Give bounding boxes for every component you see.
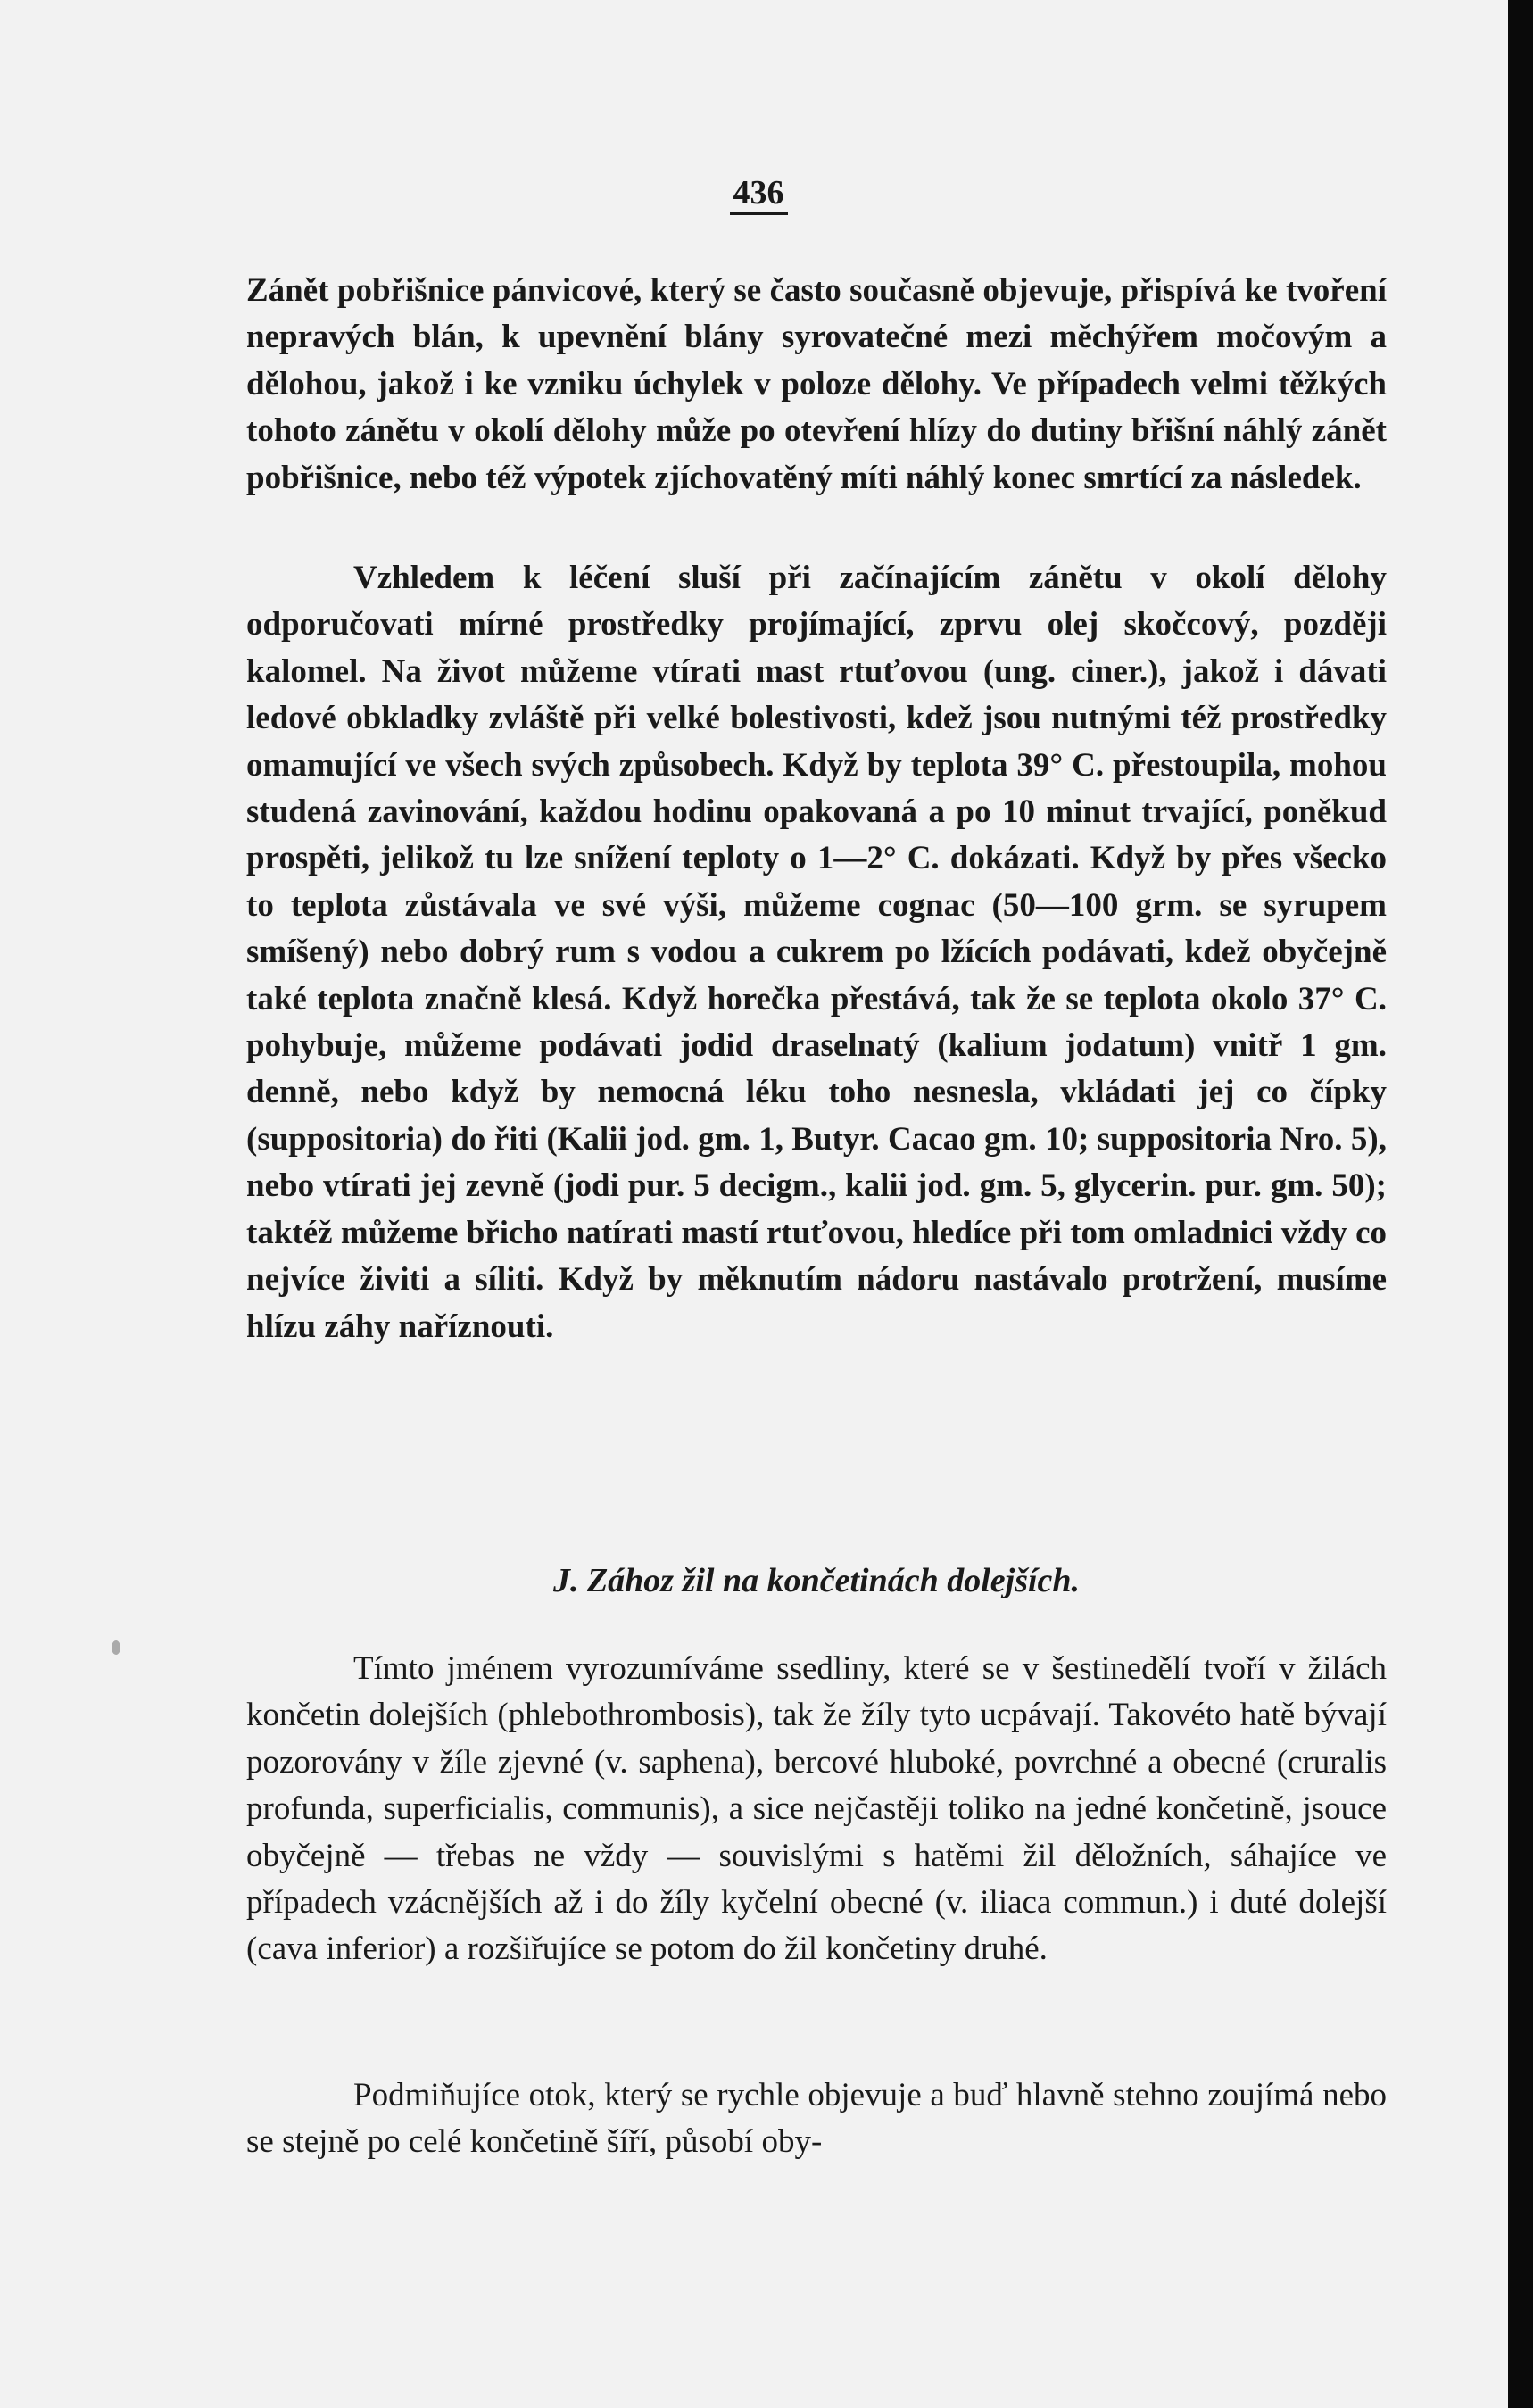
paragraph-inflammation: Zánět pobřišnice pánvicové, který se často současně objevuje, přispívá ke tvoření nepravých blán, k upevnění blány syrovatečné mezi měchýřem močovým a dělohou, jakož i ke vzniku úchylek v poloze dělohy. Ve případech velmi těžkých tohoto zánětu v okolí dělohy může po otevření hlízy do dutiny břišní náhlý zánět pobřišnice, nebo též výpotek zjíchovatěný míti náhlý konec smrtící za následek. <box>246 272 1387 496</box>
paragraph-thrombosis: Tímto jménem vyrozumíváme ssedliny, které se v šestinedělí tvoří v žilách končetin dolejších (phlebothrombosis), tak že žíly tyto ucpávají. Takovéto hatě bývají pozorovány v žíle zjevné (v. saphena), bercové hluboké, povrchné a obecné (cruralis profunda, superficialis, communis), a sice nejčastěji toliko na jedné končetině, jsouce obyčejně — třebas ne vždy — souvislými s hatěmi žil děložních, sáhajíce ve případech vzácnějších až i do žíly kyčelní obecné (v. iliaca commun.) i duté dolejší (cava inferior) a rozšiřujíce se potom do žil končetiny druhé. <box>246 1650 1387 1968</box>
paragraph-swelling: Podmiňujíce otok, který se rychle objevuje a buď hlavně stehno zoujímá nebo se stejně po celé končetině šíří, působí oby- <box>246 2077 1387 2161</box>
scan-edge <box>1508 0 1533 2408</box>
paper-speck <box>112 1640 120 1655</box>
section-heading: J. Zához žil na končetinách dolejších. <box>552 1562 1081 1599</box>
paragraph-treatment: Vzhledem k léčení sluší při začínajícím zánětu v okolí dělohy odporučovati mírné prostředky projímající, zprvu olej skočcový, později kalomel. Na život můžeme vtírati mast rtuťovou (ung. ciner.), jakož i dávati ledové obkladky zvláště při velké bolestivosti, kdež jsou nutnými též prostředky omamující ve všech svých způsobech. Když by teplota 39° C. přestoupila, mohou studená zavinování, každou hodinu opakovaná a po 10 minut trvající, poněkud prospěti, jelikož tu lze snížení teploty o 1—2° C. dokázati. Když by přes všecko to teplota zůstávala ve své výši, můžeme cognac (50—100 grm. se syrupem smíšený) nebo dobrý rum s vodou a cukrem po lžících podávati, kdež obyčejně také teplota značně klesá. Když horečka přestává, tak že se teplota okolo 37° C. pohybuje, můžeme podávati jodid draselnatý (kalium jodatum) vnitř 1 gm. denně, nebo když by nemocná léku toho nesnesla, vkládati jej co čípky (suppositoria) do řiti (Kalii jod. gm. 1, Butyr. Cacao gm. 10; suppositoria Nro. 5), nebo vtírati jej zevně (jodi pur. 5 decigm., kalii jod. gm. 5, glycerin. pur. gm. 50); taktéž můžeme břicho natírati mastí rtuťovou, hledíce při tom omladnici vždy co nejvíce živiti a síliti. Když by měknutím nádoru nastávalo protržení, musíme hlízu záhy naříznouti. <box>246 560 1387 1345</box>
page-number: 436 <box>0 173 1508 215</box>
